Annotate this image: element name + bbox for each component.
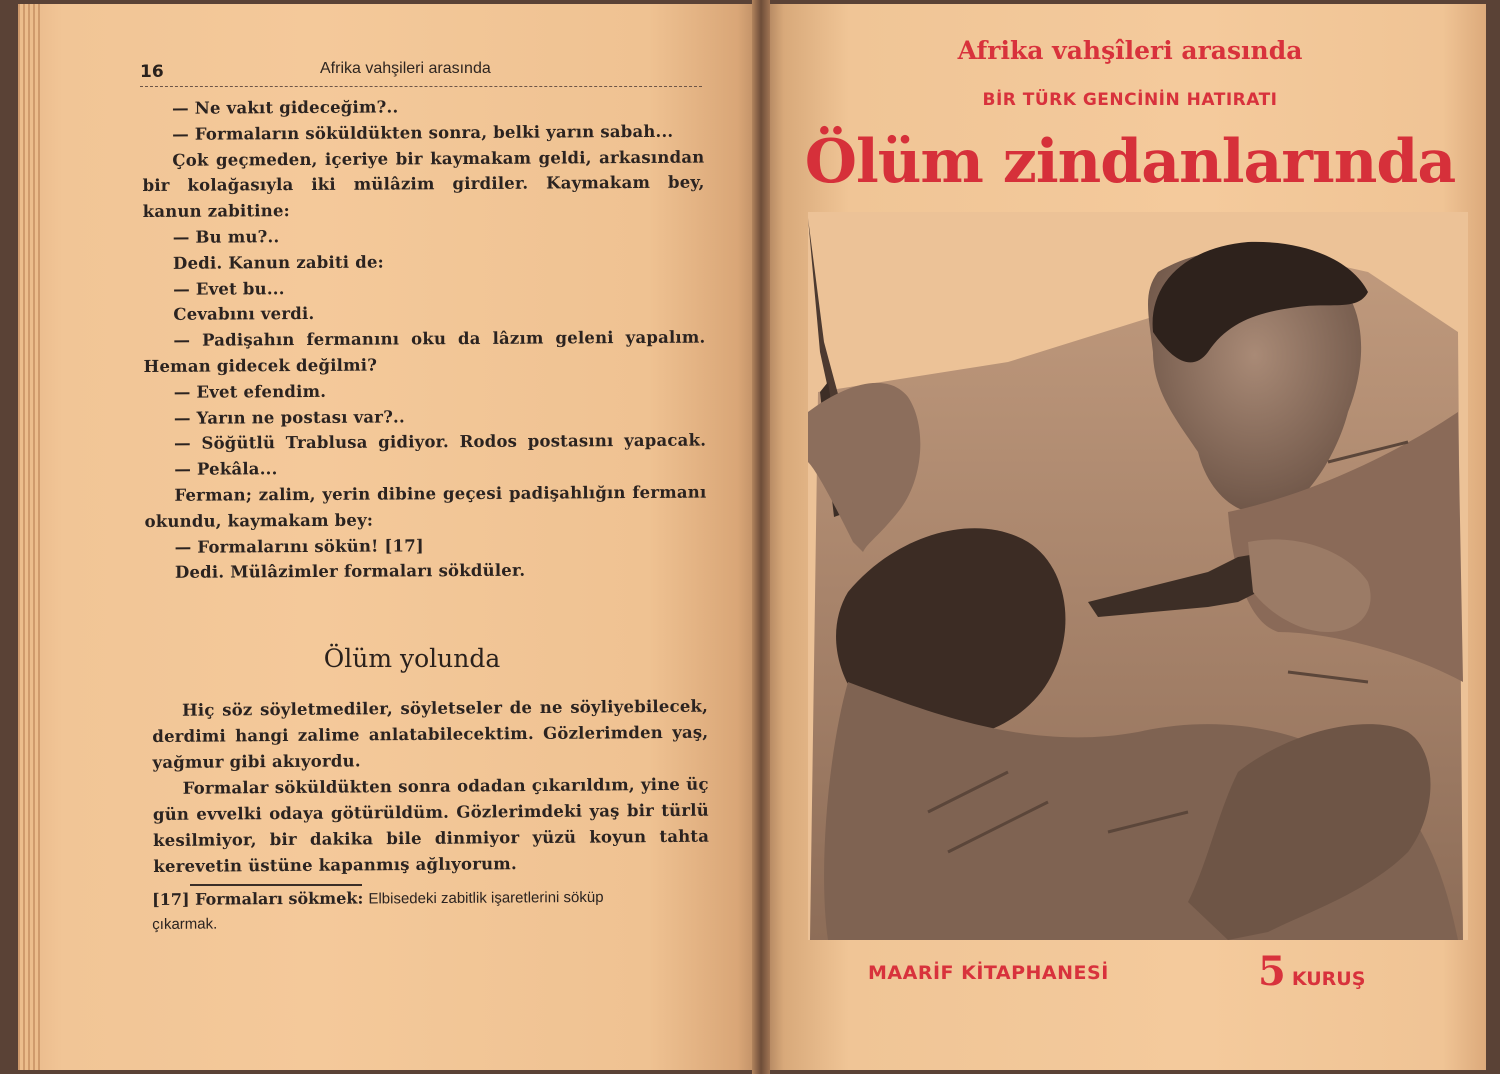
footnote (152, 884, 712, 937)
footnote-label: [17] Formaları sökmek: (152, 888, 364, 909)
text-line: kanun zabitine: (142, 201, 290, 222)
price-number: 5 (1258, 948, 1286, 995)
text-line: kesilmiyor, bir dakika bile dinmiyor yüzü koyun tahta (153, 826, 710, 850)
footnote-text: Elbisedeki zabitlik işaretlerini söküp (368, 888, 604, 908)
text-line: bir kolağasıyla iki mülâzim girdiler. Kaymakam bey, (142, 172, 705, 196)
text-line: okundu, kaymakam bey: (144, 510, 374, 531)
cover-illustration (808, 212, 1468, 940)
text-line: — Bu mu?.. (172, 227, 280, 247)
text-line: — Pekâla... (174, 459, 278, 479)
text-line: gün evvelki odaya götürüldüm. Gözlerimdeki yaş bir türlü (152, 800, 709, 824)
price-unit: KURUŞ (1291, 968, 1366, 990)
section-title: Ölüm yolunda (323, 644, 501, 673)
running-title: Afrika vahşileri arasında (320, 60, 491, 77)
text-line: kerevetin üstüne kapanmış ağlıyorum. (153, 854, 517, 876)
text-line: Çok geçmeden, içeriye bir kaymakam geldi, arkasından (172, 147, 705, 170)
section-text (152, 694, 709, 880)
text-line: Dedi. Mülâzimler formaları sökdüler. (174, 561, 526, 583)
price (1258, 948, 1365, 995)
footnote-text-cont: çıkarmak. (152, 915, 218, 933)
text-line: — Formalarını sökün! [17] (174, 535, 424, 557)
book-gutter (752, 0, 770, 1074)
cover-series-title: Afrika vahşîleri arasında (957, 36, 1303, 65)
text-line: — Formaların söküldükten sonra, belki yarın sabah... (172, 121, 674, 144)
text-line: Hiç söz söyletmediler, söyletseler de ne söyliyebilecek, (182, 696, 709, 720)
text-line: — Ne vakıt gideceğim?.. (172, 97, 399, 118)
text-line: yağmur gibi akıyordu. (152, 751, 361, 772)
text-line: — Söğütlü Trablusa gidiyor. Rodos postasını yapacak. (174, 430, 707, 454)
cover-subtitle: BİR TÜRK GENCİNİN HATIRATI (982, 90, 1278, 110)
text-line: — Evet bu... (173, 278, 285, 299)
text-line: Cevabını verdi. (173, 304, 315, 325)
text-line: — Evet efendim. (173, 381, 327, 402)
footnote-rule (190, 884, 362, 886)
text-line: Ferman; zalim, yerin dibine geçesi padişahlığın fermanı (174, 482, 707, 505)
text-line: derdimi hangi zalime anlatabilecektim. Gözlerimden yaş, (152, 722, 709, 746)
text-line: — Padişahın fermanını oku da lâzım geleni yapalım. (173, 327, 706, 350)
text-line: Formalar söküldükten sonra odadan çıkarıldım, yine üç (182, 774, 709, 798)
text-line: Dedi. Kanun zabiti de: (172, 252, 384, 273)
running-head (140, 60, 702, 87)
page-number: 16 (140, 62, 164, 82)
publisher: MAARİF KİTAPHANESİ (868, 962, 1109, 984)
cover-title: Ölüm zindanlarında (804, 127, 1456, 197)
text-line: — Yarın ne postası var?.. (173, 406, 405, 428)
page-stack-edge (18, 4, 40, 1070)
text-line: Heman gidecek değilmi? (143, 355, 378, 376)
body-text (142, 93, 707, 587)
